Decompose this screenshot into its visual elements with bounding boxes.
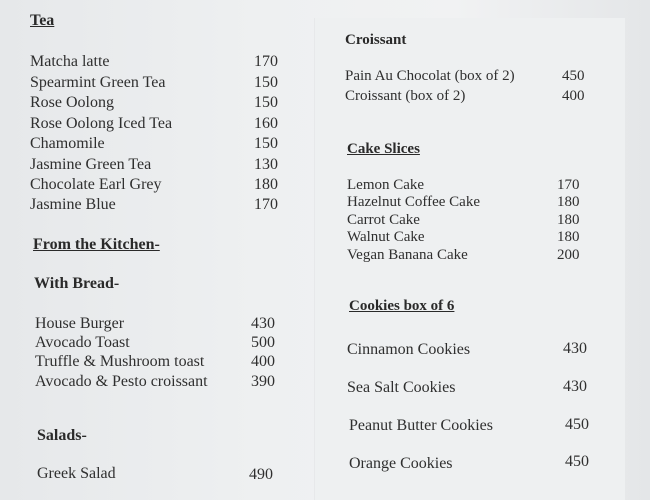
- menu-item-price: 160: [254, 115, 278, 132]
- menu-item-price: 400: [251, 353, 275, 370]
- menu-item-price: 430: [563, 378, 587, 395]
- menu-item-name: Sea Salt Cookies: [347, 379, 456, 396]
- menu-item-price: 200: [557, 247, 580, 263]
- menu-item-name: Rose Oolong Iced Tea: [30, 115, 173, 132]
- menu-item-price: 450: [565, 416, 589, 433]
- menu-item-price: 170: [254, 53, 278, 70]
- menu-item-name: Rose Oolong: [30, 94, 114, 111]
- kitchen-heading: From the Kitchen-: [33, 236, 160, 253]
- menu-item-price: 180: [254, 176, 278, 193]
- salads-heading: Salads-: [37, 427, 87, 444]
- menu-item-name: Jasmine Blue: [30, 196, 116, 213]
- menu-item-price: 180: [557, 194, 580, 210]
- menu-item-price: 430: [563, 340, 587, 357]
- cookies-heading: Cookies box of 6: [349, 298, 455, 314]
- menu-item-price: 170: [557, 177, 580, 193]
- menu-item-name: Peanut Butter Cookies: [349, 417, 493, 434]
- menu-item-name: Avocado & Pesto croissant: [35, 373, 208, 390]
- croissant-heading: Croissant: [345, 32, 407, 48]
- menu-item-name: Truffle & Mushroom toast: [35, 353, 205, 370]
- menu-item-price: 490: [249, 466, 273, 483]
- menu-item-price: 400: [562, 88, 585, 104]
- menu-item-name: Spearmint Green Tea: [30, 74, 166, 91]
- menu-item-name: Croissant (box of 2): [345, 88, 466, 104]
- menu-item-name: Vegan Banana Cake: [347, 247, 468, 263]
- menu-item-name: Pain Au Chocolat (box of 2): [345, 68, 515, 84]
- menu-item-name: Chocolate Earl Grey: [30, 176, 162, 193]
- menu-item-name: Walnut Cake: [347, 229, 425, 245]
- menu-item-price: 170: [254, 196, 278, 213]
- menu-item-name: Matcha latte: [30, 53, 110, 70]
- menu-item-name: Hazelnut Coffee Cake: [347, 194, 481, 210]
- menu-item-price: 450: [565, 453, 589, 470]
- menu-item-name: Jasmine Green Tea: [30, 156, 152, 173]
- menu-item-name: Carrot Cake: [347, 212, 420, 228]
- menu-item-name: Greek Salad: [37, 465, 116, 482]
- menu-item-price: 180: [557, 229, 580, 245]
- bread-heading: With Bread-: [34, 275, 120, 292]
- menu-item-name: Cinnamon Cookies: [347, 341, 471, 358]
- menu-item-price: 150: [254, 135, 278, 152]
- menu-item-name: House Burger: [35, 315, 125, 332]
- menu-item-price: 500: [251, 334, 275, 351]
- menu-item-price: 130: [254, 156, 278, 173]
- menu-item-price: 390: [251, 373, 275, 390]
- menu-item-price: 180: [557, 212, 580, 228]
- tea-heading: Tea: [30, 12, 55, 29]
- menu-item-name: Chamomile: [30, 135, 105, 152]
- cake-heading: Cake Slices: [347, 141, 420, 157]
- menu-item-price: 150: [254, 94, 278, 111]
- menu-item-price: 430: [251, 315, 275, 332]
- menu-item-price: 150: [254, 74, 278, 91]
- menu-item-name: Orange Cookies: [349, 455, 453, 472]
- menu-item-name: Lemon Cake: [347, 177, 425, 193]
- menu-item-name: Avocado Toast: [35, 334, 130, 351]
- menu-item-price: 450: [562, 68, 585, 84]
